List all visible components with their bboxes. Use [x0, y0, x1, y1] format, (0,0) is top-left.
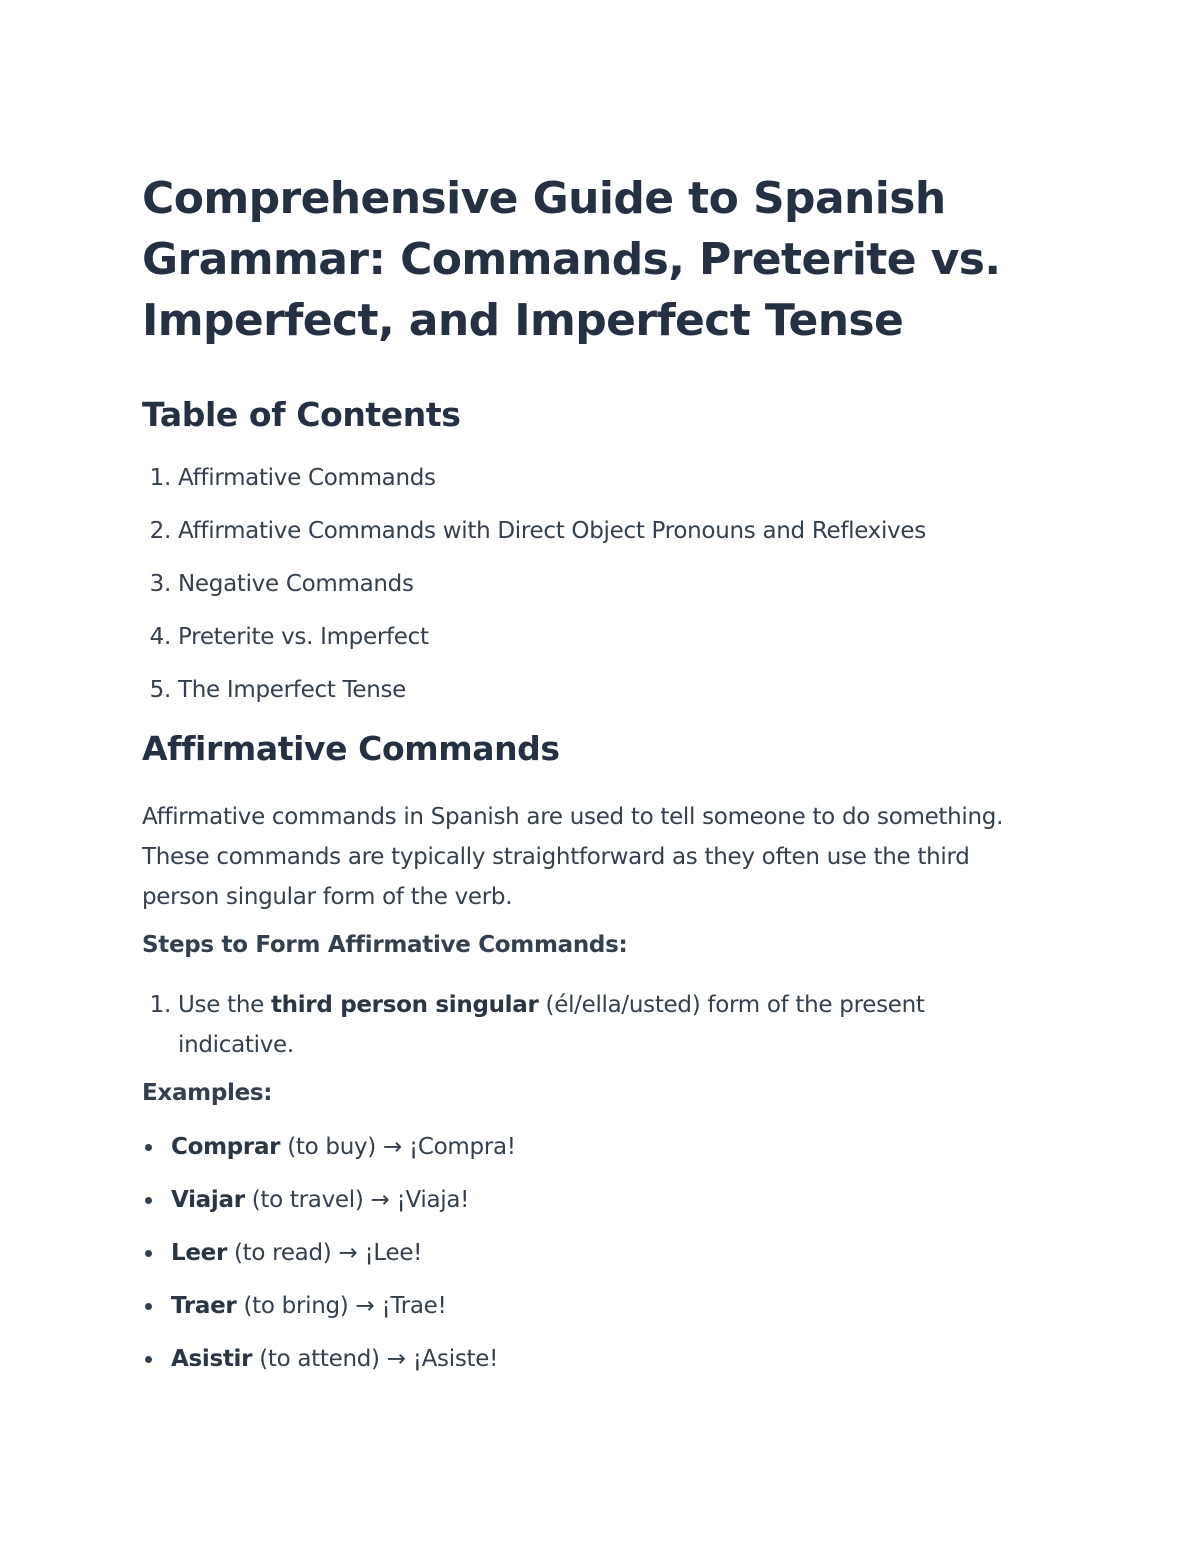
- toc-item-number: 3.: [149, 571, 171, 597]
- toc-item-label: The Imperfect Tense: [178, 677, 407, 703]
- toc-item-number: 1.: [149, 465, 171, 491]
- bullet-icon: [142, 1133, 171, 1161]
- step-text: [178, 985, 988, 1065]
- step-text-bold: third person singular: [270, 992, 539, 1018]
- bullet-icon: [142, 1345, 171, 1373]
- toc-item-number: 5.: [149, 677, 171, 703]
- example-item: [142, 1345, 1042, 1373]
- toc-item[interactable]: [142, 517, 1042, 545]
- steps-list: [142, 985, 1042, 1065]
- toc-item-label: Preterite vs. Imperfect: [178, 624, 429, 650]
- bullet-icon: [142, 1292, 171, 1320]
- example-verb: Traer: [171, 1293, 237, 1319]
- toc-heading: Table of Contents: [142, 395, 461, 434]
- table-of-contents: [142, 464, 1042, 704]
- example-verb: Asistir: [171, 1346, 253, 1372]
- section-heading: Affirmative Commands: [142, 729, 560, 768]
- toc-item-number: 2.: [149, 518, 171, 544]
- examples-heading: Examples:: [142, 1080, 273, 1106]
- toc-item[interactable]: [142, 570, 1042, 598]
- section-intro: Affirmative commands in Spanish are used to tell someone to do something. These commands are typically straightforward as they often use the third person singular form of the verb.: [142, 804, 1004, 910]
- example-rest: (to travel) → ¡Viaja!: [244, 1187, 470, 1213]
- toc-item[interactable]: [142, 464, 1042, 492]
- document-page: [142, 168, 1042, 1398]
- toc-item-label: Negative Commands: [178, 571, 414, 597]
- step-text-pre: Use the: [178, 992, 271, 1018]
- example-rest: (to buy) → ¡Compra!: [280, 1134, 516, 1160]
- example-verb: Comprar: [171, 1134, 281, 1160]
- example-item: [142, 1133, 1042, 1161]
- bullet-icon: [142, 1186, 171, 1214]
- example-item: [142, 1186, 1042, 1214]
- toc-item-label: Affirmative Commands with Direct Object Pronouns and Reflexives: [178, 518, 926, 544]
- step-text-post: (él/ella/usted) form of the present indicative.: [178, 992, 925, 1058]
- toc-item[interactable]: [142, 676, 1042, 704]
- bullet-icon: [142, 1239, 171, 1267]
- example-rest: (to attend) → ¡Asiste!: [252, 1346, 498, 1372]
- toc-item[interactable]: [142, 623, 1042, 651]
- page-title: Comprehensive Guide to Spanish Grammar: Commands, Preterite vs. Imperfect, and Imperfect Tense: [142, 173, 1001, 346]
- example-rest: (to read) → ¡Lee!: [227, 1240, 423, 1266]
- step-number: 1.: [149, 992, 171, 1018]
- example-item: [142, 1239, 1042, 1267]
- example-verb: Leer: [171, 1240, 227, 1266]
- example-rest: (to bring) → ¡Trae!: [236, 1293, 447, 1319]
- step-item: [142, 985, 1042, 1065]
- steps-heading: Steps to Form Affirmative Commands:: [142, 932, 628, 958]
- toc-item-label: Affirmative Commands: [178, 465, 436, 491]
- toc-item-number: 4.: [149, 624, 171, 650]
- example-verb: Viajar: [171, 1187, 245, 1213]
- examples-list: [142, 1133, 1042, 1373]
- example-item: [142, 1292, 1042, 1320]
